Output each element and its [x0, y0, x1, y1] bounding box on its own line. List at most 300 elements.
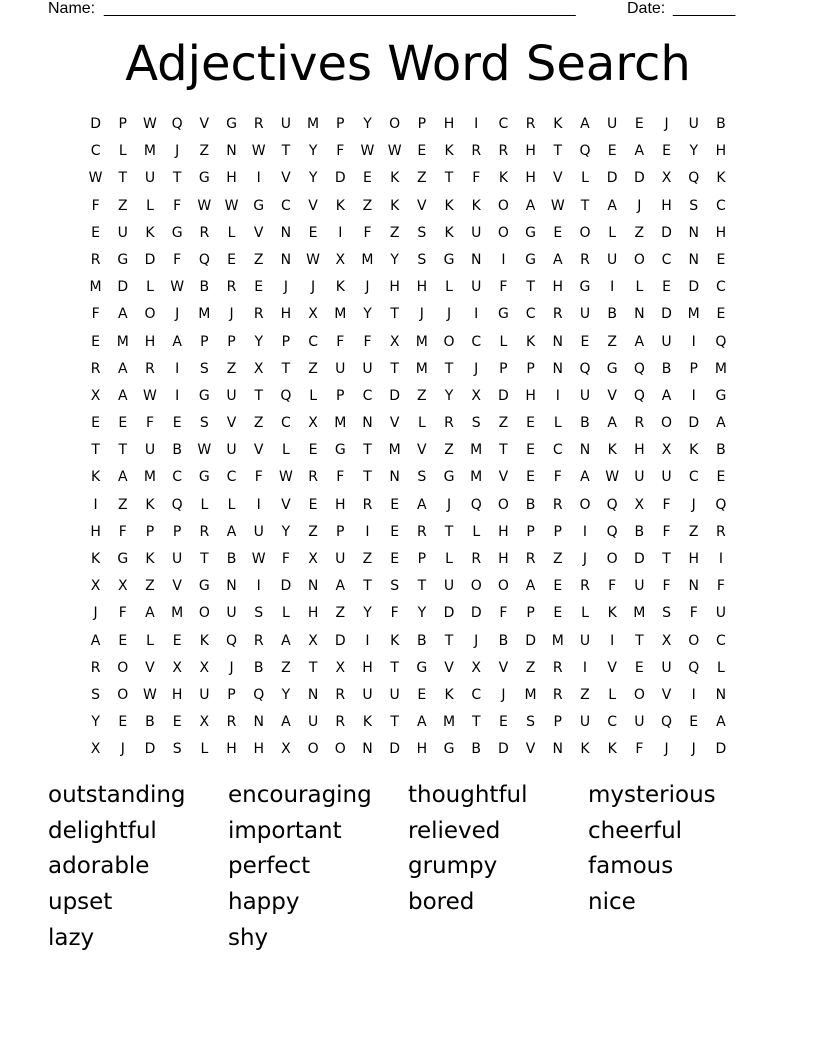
grid-cell: D	[661, 224, 672, 241]
grid-cell: P	[526, 605, 535, 622]
grid-cell: C	[607, 714, 618, 731]
grid-cell: O	[497, 496, 509, 513]
grid-cell: E	[553, 578, 563, 595]
grid-cell: Y	[444, 387, 454, 404]
grid-cell: R	[199, 224, 210, 241]
grid-cell: X	[308, 632, 318, 649]
grid-cell: E	[363, 170, 372, 187]
grid-cell: O	[688, 632, 700, 649]
grid-cell: J	[93, 605, 98, 622]
grid-cell: M	[171, 605, 184, 622]
grid-cell: O	[497, 578, 509, 595]
grid-cell: T	[580, 197, 590, 214]
grid-cell: J	[501, 686, 506, 703]
grid-cell: H	[280, 306, 292, 323]
grid-cell: F	[281, 551, 290, 567]
grid-cell: F	[91, 197, 100, 214]
grid-cell: Q	[606, 523, 618, 540]
grid-cell: F	[173, 251, 182, 268]
grid-cell: A	[90, 632, 101, 649]
grid-cell: P	[336, 387, 345, 404]
grid-cell: W	[251, 143, 266, 160]
grid-cell: U	[471, 224, 482, 241]
grid-cell: D	[144, 251, 156, 268]
grid-cell: Y	[363, 116, 372, 132]
grid-cell: I	[175, 360, 180, 377]
grid-cell: K	[362, 714, 373, 731]
grid-cell: V	[661, 686, 672, 703]
grid-cell: L	[227, 496, 236, 513]
grid-cell: K	[607, 442, 617, 459]
grid-cell: W	[143, 387, 157, 404]
grid-row	[82, 383, 735, 410]
grid-cell: M	[415, 360, 428, 377]
grid-cell: E	[172, 415, 182, 432]
word-list-item: upset	[48, 889, 113, 916]
grid-cell: R	[226, 714, 237, 731]
grid-cell: K	[335, 197, 345, 214]
grid-cell: U	[389, 686, 400, 703]
grid-cell: A	[661, 387, 672, 404]
grid-cell: H	[335, 496, 346, 513]
grid-cell: I	[175, 387, 180, 404]
grid-row	[82, 464, 735, 491]
grid-cell: G	[171, 224, 183, 241]
grid-cell: M	[442, 714, 456, 731]
grid-cell: Z	[498, 415, 509, 432]
grid-row	[82, 492, 735, 519]
grid-cell: C	[281, 197, 291, 214]
grid-cell: I	[691, 387, 696, 404]
grid-cell: F	[608, 578, 617, 595]
grid-cell: X	[389, 333, 400, 350]
grid-cell: B	[580, 415, 590, 432]
grid-cell: C	[716, 279, 726, 296]
grid-cell: R	[498, 143, 509, 160]
grid-cell: Q	[470, 496, 482, 513]
grid-cell: T	[172, 170, 182, 187]
word-list-item: perfect	[228, 853, 311, 880]
grid-cell: K	[689, 442, 699, 459]
grid-cell: R	[416, 523, 427, 540]
grid-cell: G	[253, 197, 265, 214]
grid-cell: G	[416, 659, 428, 676]
grid-cell: S	[172, 741, 182, 758]
grid-cell: Z	[362, 551, 373, 567]
word-list-item: lazy	[48, 924, 95, 951]
grid-cell: G	[497, 306, 509, 323]
grid-cell: Z	[634, 224, 645, 241]
grid-cell: O	[606, 551, 618, 567]
grid-cell: F	[716, 578, 725, 595]
grid-cell: L	[227, 224, 236, 241]
grid-cell: N	[552, 741, 564, 758]
grid-cell: B	[145, 714, 155, 731]
grid-cell: W	[278, 469, 293, 486]
grid-cell: X	[634, 496, 645, 513]
grid-cell: D	[715, 741, 727, 758]
grid-cell: T	[281, 143, 291, 160]
word-list	[48, 778, 768, 956]
word-list-item: adorable	[48, 853, 150, 880]
grid-cell: H	[498, 551, 509, 567]
grid-cell: L	[282, 605, 290, 622]
grid-cell: Q	[280, 387, 292, 404]
grid-cell: A	[117, 387, 128, 404]
grid-cell: I	[338, 224, 343, 241]
grid-cell: E	[91, 333, 101, 350]
grid-cell: U	[634, 469, 645, 486]
grid-cell: X	[661, 632, 672, 649]
grid-cell: J	[175, 143, 180, 160]
grid-cell: U	[307, 714, 319, 731]
grid-cell: O	[389, 116, 401, 132]
grid-cell: K	[553, 116, 563, 132]
grid-cell: I	[610, 279, 615, 296]
grid-cell: M	[143, 143, 157, 160]
grid-cell: T	[662, 551, 671, 567]
grid-cell: N	[307, 686, 319, 703]
grid-cell: R	[716, 523, 726, 540]
grid-cell: M	[334, 306, 347, 323]
grid-cell: N	[226, 578, 237, 595]
grid-cell: X	[471, 659, 482, 676]
grid-cell: H	[90, 523, 101, 540]
grid-cell: B	[716, 116, 726, 132]
grid-cell: R	[253, 632, 264, 649]
date-blank-line: _______	[673, 0, 736, 17]
grid-cell: J	[283, 279, 288, 296]
grid-cell: L	[445, 279, 453, 296]
grid-cell: E	[662, 143, 671, 160]
grid-cell: V	[172, 578, 182, 595]
grid-cell: E	[553, 605, 563, 622]
grid-row	[82, 329, 735, 356]
grid-row	[82, 655, 735, 682]
grid-cell: D	[280, 578, 292, 595]
grid-cell: A	[172, 333, 182, 350]
grid-cell: Z	[389, 224, 400, 241]
grid-cell: G	[117, 251, 129, 268]
grid-cell: A	[634, 143, 645, 160]
grid-cell: H	[525, 143, 536, 160]
grid-cell: Z	[335, 605, 346, 622]
grid-cell: S	[91, 686, 101, 703]
grid-cell: U	[661, 659, 672, 676]
grid-cell: B	[525, 496, 536, 513]
grid-cell: A	[281, 632, 291, 649]
grid-cell: J	[691, 741, 696, 758]
grid-cell: E	[634, 659, 644, 676]
grid-cell: P	[200, 333, 209, 350]
grid-cell: Z	[525, 659, 536, 676]
grid-cell: K	[498, 170, 508, 187]
grid-cell: M	[687, 306, 700, 323]
grid-cell: W	[387, 143, 402, 160]
grid-cell: M	[116, 333, 129, 350]
grid-cell: R	[525, 551, 536, 567]
grid-cell: P	[499, 360, 508, 377]
grid-cell: S	[417, 224, 427, 241]
grid-cell: C	[552, 442, 563, 459]
grid-cell: Y	[281, 686, 291, 703]
grid-row	[82, 301, 735, 328]
grid-cell: L	[417, 415, 426, 432]
grid-cell: A	[417, 496, 427, 513]
grid-cell: H	[307, 605, 319, 622]
grid-cell: N	[280, 251, 292, 268]
word-list-item: shy	[228, 924, 269, 951]
grid-cell: C	[498, 116, 509, 132]
grid-row	[82, 682, 735, 709]
grid-cell: X	[335, 251, 346, 268]
grid-cell: A	[525, 578, 536, 595]
grid-cell: N	[688, 251, 699, 268]
grid-cell: S	[199, 415, 209, 432]
grid-cell: Z	[688, 523, 699, 540]
grid-cell: I	[474, 306, 479, 323]
grid-cell: U	[335, 551, 346, 567]
grid-cell: M	[470, 469, 483, 486]
grid-cell: I	[582, 523, 588, 540]
grid-cell: X	[471, 387, 482, 404]
grid-cell: W	[360, 143, 375, 160]
grid-cell: C	[362, 387, 373, 404]
grid-cell: G	[443, 741, 455, 758]
grid-cell: U	[634, 714, 645, 731]
grid-cell: K	[145, 551, 155, 567]
grid-cell: D	[661, 306, 672, 323]
grid-cell: U	[715, 605, 727, 622]
grid-cell: R	[335, 714, 346, 731]
grid-cell: G	[117, 551, 129, 567]
grid-cell: K	[526, 333, 536, 350]
grid-cell: O	[579, 496, 591, 513]
grid-cell: J	[474, 360, 479, 377]
grid-cell: A	[552, 251, 563, 268]
grid-cell: X	[90, 387, 101, 404]
grid-cell: X	[308, 415, 318, 432]
grid-cell: V	[281, 496, 291, 513]
grid-row	[82, 573, 735, 600]
grid-cell: F	[336, 143, 345, 160]
grid-cell: U	[362, 360, 373, 377]
grid-cell: I	[365, 632, 370, 649]
word-list-item: relieved	[408, 817, 501, 844]
grid-cell: R	[90, 659, 101, 676]
grid-cell: E	[553, 224, 563, 241]
grid-cell: B	[716, 442, 726, 459]
grid-cell: B	[253, 659, 264, 676]
grid-cell: O	[633, 686, 645, 703]
grid-cell: J	[311, 279, 316, 296]
grid-cell: O	[470, 578, 482, 595]
grid-cell: K	[145, 224, 155, 241]
grid-cell: J	[446, 306, 452, 323]
grid-cell: X	[661, 170, 672, 187]
grid-cell: D	[633, 170, 645, 187]
grid-cell: U	[579, 632, 591, 649]
word-list-item: grumpy	[408, 853, 498, 880]
name-label: Name:	[48, 0, 96, 17]
grid-cell: L	[472, 523, 481, 540]
grid-cell: R	[308, 469, 318, 486]
grid-cell: A	[417, 714, 427, 731]
grid-cell: J	[229, 306, 234, 323]
grid-cell: A	[607, 415, 617, 432]
word-list-item: delightful	[48, 817, 157, 844]
grid-cell: G	[334, 442, 346, 459]
grid-cell: K	[607, 605, 617, 622]
word-list-item: thoughtful	[408, 782, 528, 808]
grid-cell: O	[443, 333, 455, 350]
grid-cell: Z	[417, 387, 427, 404]
grid-cell: W	[197, 197, 212, 214]
grid-cell: U	[226, 387, 237, 404]
grid-cell: G	[198, 387, 210, 404]
word-list-item: cheerful	[588, 817, 683, 844]
grid-cell: M	[361, 251, 374, 268]
grid-cell: S	[417, 251, 427, 268]
grid-cell: F	[689, 605, 698, 622]
grid-cell: P	[553, 523, 562, 540]
grid-cell: P	[118, 116, 127, 132]
grid-cell: T	[526, 279, 535, 296]
page-title: Adjectives Word Search	[125, 36, 691, 92]
grid-cell: V	[281, 170, 291, 187]
grid-row	[82, 111, 735, 138]
grid-cell: O	[117, 659, 129, 676]
grid-cell: U	[172, 551, 183, 567]
word-list-item: happy	[228, 889, 300, 916]
grid-cell: O	[579, 224, 591, 241]
grid-cell: A	[634, 333, 645, 350]
grid-cell: L	[146, 197, 154, 214]
grid-cell: J	[365, 279, 370, 296]
grid-cell: K	[607, 741, 617, 758]
grid-cell: E	[417, 143, 427, 160]
grid-cell: O	[334, 741, 346, 758]
grid-cell: T	[281, 360, 291, 377]
grid-cell: W	[143, 116, 157, 132]
grid-cell: M	[714, 360, 727, 377]
grid-cell: J	[664, 116, 669, 132]
grid-cell: F	[499, 279, 508, 296]
grid-cell: P	[526, 360, 535, 377]
grid-cell: M	[334, 415, 347, 432]
grid-cell: P	[336, 523, 345, 540]
grid-cell: R	[552, 306, 563, 323]
grid-cell: B	[226, 551, 237, 567]
grid-cell: F	[145, 415, 154, 432]
grid-cell: K	[444, 224, 454, 241]
grid-cell: Q	[688, 659, 700, 676]
grid-cell: U	[280, 116, 292, 132]
grid-cell: E	[254, 279, 264, 296]
grid-cell: F	[472, 170, 481, 187]
grid-cell: T	[363, 469, 372, 486]
grid-cell: D	[389, 387, 401, 404]
grid-cell: K	[390, 632, 400, 649]
grid-cell: B	[661, 360, 672, 377]
grid-cell: S	[526, 714, 536, 731]
grid-cell: E	[526, 469, 536, 486]
grid-cell: F	[173, 197, 182, 214]
grid-cell: U	[579, 714, 591, 731]
grid-cell: Z	[117, 197, 128, 214]
grid-cell: R	[552, 686, 563, 703]
grid-cell: X	[90, 741, 101, 758]
grid-cell: H	[389, 279, 400, 296]
word-list-item: encouraging	[228, 782, 372, 808]
grid-cell: R	[253, 116, 264, 132]
grid-cell: T	[390, 714, 399, 731]
grid-cell: T	[444, 170, 454, 187]
grid-cell: U	[579, 306, 591, 323]
grid-cell: L	[200, 496, 209, 513]
grid-cell: K	[91, 551, 101, 567]
grid-cell: Q	[171, 496, 183, 513]
grid-cell: A	[335, 578, 346, 595]
grid-cell: C	[471, 333, 482, 350]
grid-cell: Z	[362, 197, 373, 214]
grid-cell: L	[200, 741, 209, 758]
grid-row	[82, 274, 735, 301]
grid-cell: V	[498, 659, 509, 676]
grid-cell: N	[579, 442, 591, 459]
grid-cell: N	[307, 578, 319, 595]
grid-cell: H	[715, 224, 727, 241]
grid-cell: L	[608, 686, 617, 703]
grid-cell: X	[308, 306, 318, 323]
grid-cell: H	[525, 170, 536, 187]
grid-cell: R	[525, 116, 536, 132]
grid-cell: Z	[308, 360, 318, 377]
grid-row	[82, 600, 735, 627]
grid-cell: T	[118, 442, 128, 459]
grid-cell: D	[334, 170, 346, 187]
grid-cell: Y	[363, 605, 372, 622]
grid-row	[82, 437, 735, 464]
grid-cell: G	[443, 469, 455, 486]
grid-cell: M	[633, 605, 646, 622]
grid-cell: D	[443, 605, 455, 622]
grid-cell: V	[226, 415, 237, 432]
grid-cell: W	[224, 197, 239, 214]
grid-row	[82, 138, 735, 165]
grid-cell: J	[637, 197, 642, 214]
grid-cell: Z	[552, 551, 563, 567]
grid-cell: Z	[253, 251, 264, 268]
grid-cell: H	[416, 279, 428, 296]
grid-cell: H	[416, 741, 428, 758]
grid-cell: G	[443, 251, 455, 268]
grid-cell: L	[608, 224, 617, 241]
grid-cell: L	[553, 415, 562, 432]
grid-cell: T	[444, 632, 454, 649]
grid-cell: R	[580, 251, 590, 268]
grid-cell: U	[688, 116, 699, 132]
grid-cell: J	[691, 496, 696, 513]
grid-cell: U	[579, 387, 591, 404]
grid-cell: V	[417, 442, 427, 459]
grid-cell: E	[91, 224, 101, 241]
grid-cell: S	[471, 415, 481, 432]
grid-cell: F	[390, 605, 399, 622]
grid-cell: F	[336, 469, 345, 486]
grid-cell: C	[716, 632, 726, 649]
grid-cell: W	[170, 279, 185, 296]
